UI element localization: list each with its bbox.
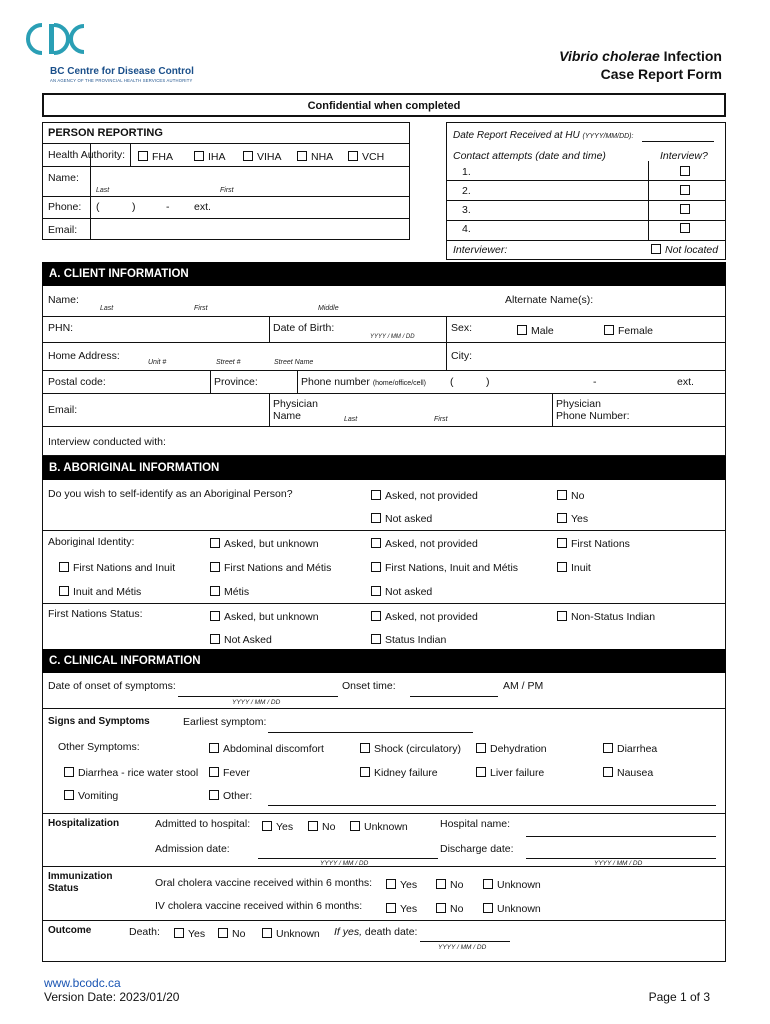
checkbox[interactable] bbox=[371, 538, 381, 548]
checkbox[interactable] bbox=[297, 151, 307, 161]
version-date: Version Date: 2023/01/20 bbox=[44, 990, 180, 1004]
interviewer-label: Interviewer: bbox=[453, 244, 508, 256]
org-tagline: AN AGENCY OF THE PROVINCIAL HEALTH SERVICES AUTHORITY bbox=[50, 78, 193, 83]
checkbox[interactable] bbox=[517, 325, 527, 335]
contact-attempts-label: Contact attempts (date and time) bbox=[453, 150, 606, 162]
checkbox[interactable] bbox=[209, 767, 219, 777]
client-info-grid bbox=[42, 286, 726, 456]
checkbox[interactable] bbox=[371, 634, 381, 644]
interview-checkbox-1[interactable] bbox=[680, 166, 690, 176]
checkbox[interactable] bbox=[557, 538, 567, 548]
checkbox[interactable] bbox=[348, 151, 358, 161]
checkbox[interactable] bbox=[476, 767, 486, 777]
sex-male[interactable]: Male bbox=[517, 325, 554, 337]
form-subtitle: Case Report Form bbox=[600, 66, 722, 82]
checkbox[interactable] bbox=[651, 244, 661, 254]
checkbox[interactable] bbox=[371, 562, 381, 572]
confidential-banner: Confidential when completed bbox=[42, 93, 726, 117]
person-reporting-heading: PERSON REPORTING bbox=[48, 127, 163, 139]
section-b-heading: B. ABORIGINAL INFORMATION bbox=[42, 456, 726, 480]
checkbox[interactable] bbox=[360, 743, 370, 753]
checkbox[interactable] bbox=[603, 767, 613, 777]
section-c-heading: C. CLINICAL INFORMATION bbox=[42, 649, 726, 673]
checkbox[interactable] bbox=[64, 790, 74, 800]
checkbox[interactable] bbox=[371, 611, 381, 621]
checkbox[interactable] bbox=[308, 821, 318, 831]
checkbox[interactable] bbox=[243, 151, 253, 161]
checkbox[interactable] bbox=[262, 928, 272, 938]
checkbox[interactable] bbox=[138, 151, 148, 161]
reporter-name-label: Name: bbox=[48, 172, 79, 184]
checkbox[interactable] bbox=[386, 903, 396, 913]
interview-checkbox-3[interactable] bbox=[680, 204, 690, 214]
checkbox[interactable] bbox=[476, 743, 486, 753]
ha-viha[interactable]: VIHA bbox=[243, 151, 282, 163]
checkbox[interactable] bbox=[436, 879, 446, 889]
checkbox[interactable] bbox=[59, 586, 69, 596]
org-name: BC Centre for Disease Control bbox=[50, 66, 194, 77]
checkbox[interactable] bbox=[64, 767, 74, 777]
reporter-phone-label: Phone: bbox=[48, 201, 82, 213]
checkbox[interactable] bbox=[262, 821, 272, 831]
checkbox[interactable] bbox=[194, 151, 204, 161]
not-located[interactable]: Not located bbox=[651, 244, 718, 256]
page-number: Page 1 of 3 bbox=[648, 990, 710, 1004]
website-link[interactable]: www.bcodc.ca bbox=[44, 976, 121, 990]
checkbox[interactable] bbox=[557, 611, 567, 621]
checkbox[interactable] bbox=[603, 743, 613, 753]
reporter-email-label: Email: bbox=[48, 224, 78, 236]
section-a-heading: A. CLIENT INFORMATION bbox=[42, 262, 726, 286]
checkbox[interactable] bbox=[209, 790, 219, 800]
checkbox[interactable] bbox=[209, 743, 219, 753]
ha-iha[interactable]: IHA bbox=[194, 151, 226, 163]
bccdc-logo bbox=[22, 20, 92, 58]
checkbox[interactable] bbox=[604, 325, 614, 335]
interview-checkbox-4[interactable] bbox=[680, 223, 690, 233]
sex-female[interactable]: Female bbox=[604, 325, 653, 337]
checkbox[interactable] bbox=[557, 562, 567, 572]
checkbox[interactable] bbox=[210, 562, 220, 572]
checkbox[interactable] bbox=[218, 928, 228, 938]
checkbox[interactable] bbox=[174, 928, 184, 938]
interview-label: Interview? bbox=[660, 150, 708, 162]
checkbox[interactable] bbox=[350, 821, 360, 831]
checkbox[interactable] bbox=[371, 586, 381, 596]
checkbox[interactable] bbox=[483, 903, 493, 913]
checkbox[interactable] bbox=[371, 513, 381, 523]
checkbox[interactable] bbox=[557, 513, 567, 523]
checkbox[interactable] bbox=[557, 490, 567, 500]
checkbox[interactable] bbox=[386, 879, 396, 889]
checkbox[interactable] bbox=[210, 634, 220, 644]
checkbox[interactable] bbox=[59, 562, 69, 572]
health-authority-label: Health Authority: bbox=[48, 149, 126, 161]
checkbox[interactable] bbox=[483, 879, 493, 889]
checkbox[interactable] bbox=[371, 490, 381, 500]
checkbox[interactable] bbox=[210, 611, 220, 621]
ha-nha[interactable]: NHA bbox=[297, 151, 333, 163]
checkbox[interactable] bbox=[210, 586, 220, 596]
checkbox[interactable] bbox=[360, 767, 370, 777]
form-title: Vibrio cholerae Infection bbox=[559, 48, 722, 64]
ha-fha[interactable]: FHA bbox=[138, 151, 173, 163]
ha-vch[interactable]: VCH bbox=[348, 151, 384, 163]
checkbox[interactable] bbox=[436, 903, 446, 913]
person-reporting-box bbox=[42, 122, 410, 240]
checkbox[interactable] bbox=[210, 538, 220, 548]
date-received-label: Date Report Received at HU (YYYY/MM/DD): bbox=[453, 130, 634, 141]
interview-checkbox-2[interactable] bbox=[680, 185, 690, 195]
